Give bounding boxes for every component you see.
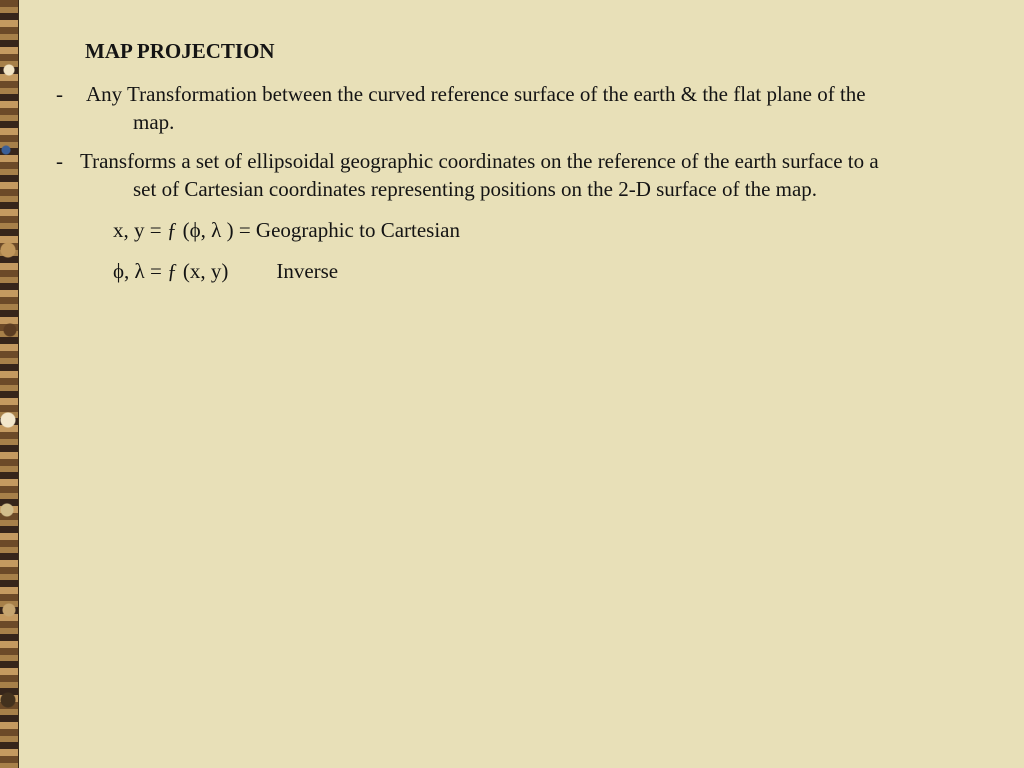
bullet-2-line-1: Transforms a set of ellipsoidal geographic coordinates on the reference of the earth surface to a: [80, 149, 879, 173]
inverse-formula-label: Inverse: [276, 259, 339, 283]
bullet-2-line-2: set of Cartesian coordinates representing positions on the 2-D surface of the map.: [133, 177, 818, 201]
forward-formula-expression: x, y = ƒ (ϕ, λ ) = Geographic to Cartesian: [113, 218, 461, 242]
inverse-formula: [113, 259, 338, 283]
slide-title: MAP PROJECTION: [85, 39, 275, 63]
forward-formula: [113, 218, 460, 242]
bullet-marker-2: -: [56, 149, 63, 173]
bullet-item-2: [56, 147, 986, 203]
inverse-formula-expression: ϕ, λ = ƒ (x, y): [113, 259, 229, 283]
bullet-item-1: [56, 80, 966, 136]
bullet-marker-1: -: [56, 82, 63, 106]
bullet-1-line-1: Any Transformation between the curved reference surface of the earth & the flat plane of the: [86, 82, 866, 106]
bullet-1-line-2: map.: [133, 110, 175, 134]
